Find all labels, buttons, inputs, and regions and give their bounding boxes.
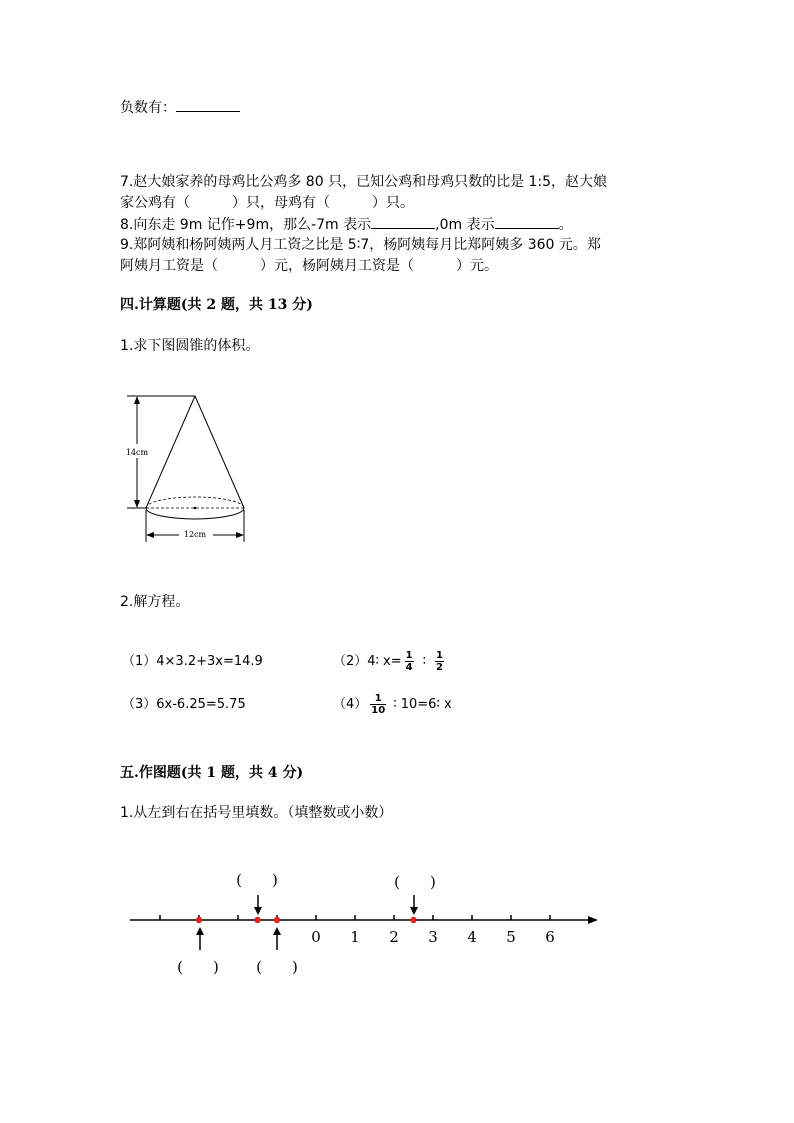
equation-2-prefix: （2）4∶ x= [333,654,402,669]
cone-base-center [194,507,197,510]
fraction-denominator: 2 [436,662,443,673]
height-arrow-top [134,396,140,404]
negative-numbers-blank[interactable] [176,97,240,112]
section-5-question-1: 1.从左到右在括号里填数。（填整数或小数） [120,805,393,821]
negative-numbers-line [120,97,240,118]
fraction-numerator: 1 [436,650,443,661]
tick-label: 3 [428,928,438,946]
cone-base-back [146,497,244,508]
equation-4-fraction [370,693,386,716]
equation-4-prefix: （4） [333,697,368,712]
bracket-top-1[interactable]: ( ) [236,871,278,889]
equation-4 [333,693,452,717]
equation-1: （1）4×3.2+3x=14.9 [122,654,263,669]
equation-2-fraction-1 [405,650,414,673]
question-8 [120,214,573,235]
diameter-arrow-right [236,532,244,538]
section-4-question-2: 2.解方程。 [120,594,190,610]
bracket-bottom-2[interactable]: ( ) [256,958,298,976]
bracket-top-2[interactable]: ( ) [394,873,436,891]
section-4-heading: 四.计算题(共 2 题，共 13 分) [120,297,313,313]
question-7-line-2: 家公鸡有（ ）只，母鸡有（ ）只。 [120,195,414,211]
height-arrow-bottom [134,500,140,508]
question-9-line-1: 9.郑阿姨和杨阿姨两人月工资之比是 5∶7，杨阿姨每月比郑阿姨多 360 元。郑 [120,237,601,253]
tick-label: 0 [311,928,321,946]
number-line [125,865,605,985]
question-9-line-2: 阿姨月工资是（ ）元，杨阿姨月工资是（ ）元。 [120,258,498,274]
section-4-question-1: 1.求下图圆锥的体积。 [120,338,260,354]
fraction-numerator: 1 [405,650,413,661]
equation-4-suffix: ∶ 10=6∶ x [393,697,452,712]
number-line-point [274,917,280,923]
equation-2-separator: ∶ [422,654,427,669]
cone-figure [115,390,265,550]
cone-right-side [195,396,244,508]
arrow-down-2-head [410,907,418,915]
diameter-arrow-left [146,532,154,538]
question-8-blank-1[interactable] [371,214,435,229]
arrow-up-2-head [273,927,281,935]
equation-3: （3）6x-6.25=5.75 [122,697,246,712]
equation-2-fraction-2 [435,650,444,673]
tick-label: 6 [545,928,555,946]
cone-base-front [146,508,244,519]
question-7-line-1: 7.赵大娘家养的母鸡比公鸡多 80 只，已知公鸡和母鸡只数的比是 1:5，赵大娘 [120,174,608,190]
question-8-blank-2[interactable] [495,214,559,229]
number-line-point [410,917,416,923]
tick-label: 4 [467,928,477,946]
equation-2 [333,650,447,674]
question-8-part-2: ,0m 表示 [435,217,495,233]
bracket-bottom-1[interactable]: ( ) [177,958,219,976]
tick-label: 1 [350,928,360,946]
arrow-up-1-head [196,927,204,935]
fraction-numerator: 1 [370,693,386,705]
number-line-point [196,917,202,923]
question-8-part-1: 8.向东走 9m 记作+9m，那么-7m 表示 [120,217,372,233]
fraction-denominator: 4 [405,662,413,673]
section-5-heading: 五.作图题(共 1 题，共 4 分) [120,765,304,781]
number-line-arrowhead [588,916,598,924]
fraction-denominator: 10 [371,705,386,716]
height-label: 14cm [125,448,149,457]
tick-label: 2 [389,928,399,946]
arrow-down-1-head [254,907,262,915]
cone-left-side [146,396,195,508]
negative-numbers-label: 负数有： [120,100,176,116]
diameter-label: 12cm [183,530,207,539]
tick-label: 5 [506,928,516,946]
question-8-part-3: 。 [558,217,573,233]
number-line-point [254,917,260,923]
